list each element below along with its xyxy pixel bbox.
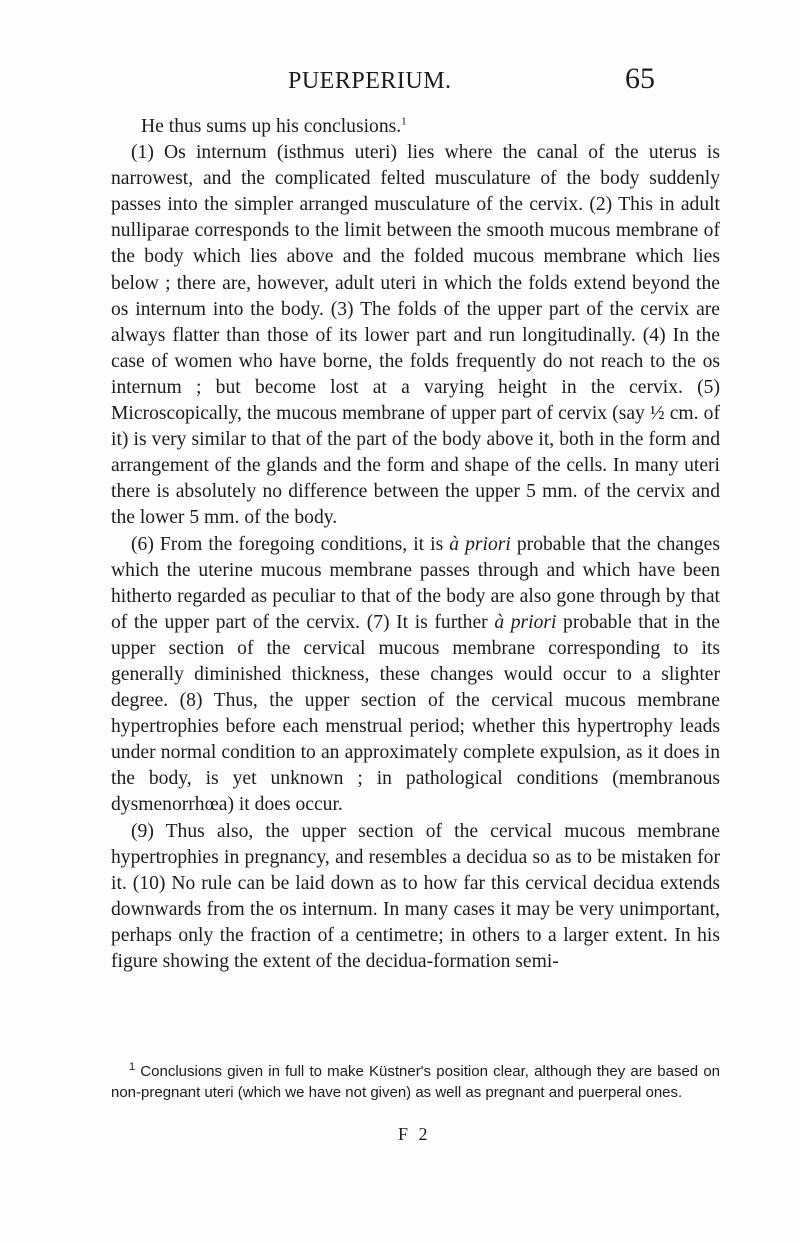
paragraph-conclusions-1-5: (1) Os internum (isthmus uteri) lies where the canal of the uterus is narrowest, and the complicated felted musculature of the body suddenly passes into the simpler arranged musculature of the cervix. (2) This in adult nulliparae corresponds to the limit between the smooth mucous membrane of the body which lies above and the folded mucous membrane which lies below ; there are, however, adult uteri in which the folds extend beyond the os internum into the body. (3) The folds of the upper part of the cervix are always flatter than those of its lower part and run longitudinally. (4) In the case of women who have borne, the folds frequently do not reach to the os internum ; but become lost at a varying height in the cervix. (5) Microscopically, the mucous membrane of upper part of cervix (say ½ cm. of it) is very similar to that of the part of the body above it, both in the form and arrangement of the glands and the form and shape of the cells. In many uteri there is absolutely no difference between the upper 5 mm. of the cervix and the lower 5 mm. of the body. (111, 142, 720, 529)
italic-a-priori: à priori (494, 611, 557, 633)
signature-mark: F 2 (398, 1124, 431, 1144)
page-number: 65 (625, 62, 655, 95)
paragraph-conclusions-6-8 (111, 532, 720, 819)
intro-text: He thus sums up his conclusions. (141, 116, 402, 137)
page-header (0, 62, 800, 102)
text-run: (6) From the foregoing conditions, it is (131, 533, 450, 555)
footnote-text: Conclusions given in full to make Küstner's position clear, although they are based on non-pregnant uteri (which we have not given) as well as pregnant and puerperal ones. (111, 1063, 720, 1101)
italic-a-priori: à priori (449, 533, 511, 555)
text-run: probable that in the upper section of the cervical mucous membrane corresponding to its generally diminished thickness, these changes would occur to a slighter degree. (8) Thus, the upper section of the cervical mucous membrane hypertrophies before each menstrual period; whether this hypertrophy leads under normal condition to an approximately complete expulsion, as it does in the body, is yet unknown ; in pathological conditions (membranous dysmenorrhœa) it does occur. (111, 611, 720, 816)
running-head: PUERPERIUM. (288, 68, 452, 94)
text-run: probable that the changes which the uterine mucous membrane passes through and which have been hitherto regarded as peculiar to that of the body are also gone through by that of the upper part of the cervix. (7) It is further (111, 533, 720, 633)
paragraph-intro (111, 114, 720, 140)
footnote-ref: 1 (401, 115, 407, 128)
body-text (111, 114, 720, 975)
footnote (111, 1062, 720, 1103)
paragraph-conclusions-9-10: (9) Thus also, the upper section of the cervical mucous membrane hypertrophies in pregnancy, and resembles a decidua so as to be mistaken for it. (10) No rule can be laid down as to how far this cervical decidua extends downwards from the os internum. In many cases it may be very unimportant, perhaps only the fraction of a centimetre; in others to a larger extent. In his figure showing the extent of the decidua-formation semi- (111, 820, 720, 972)
footnote-marker: 1 (129, 1061, 136, 1073)
